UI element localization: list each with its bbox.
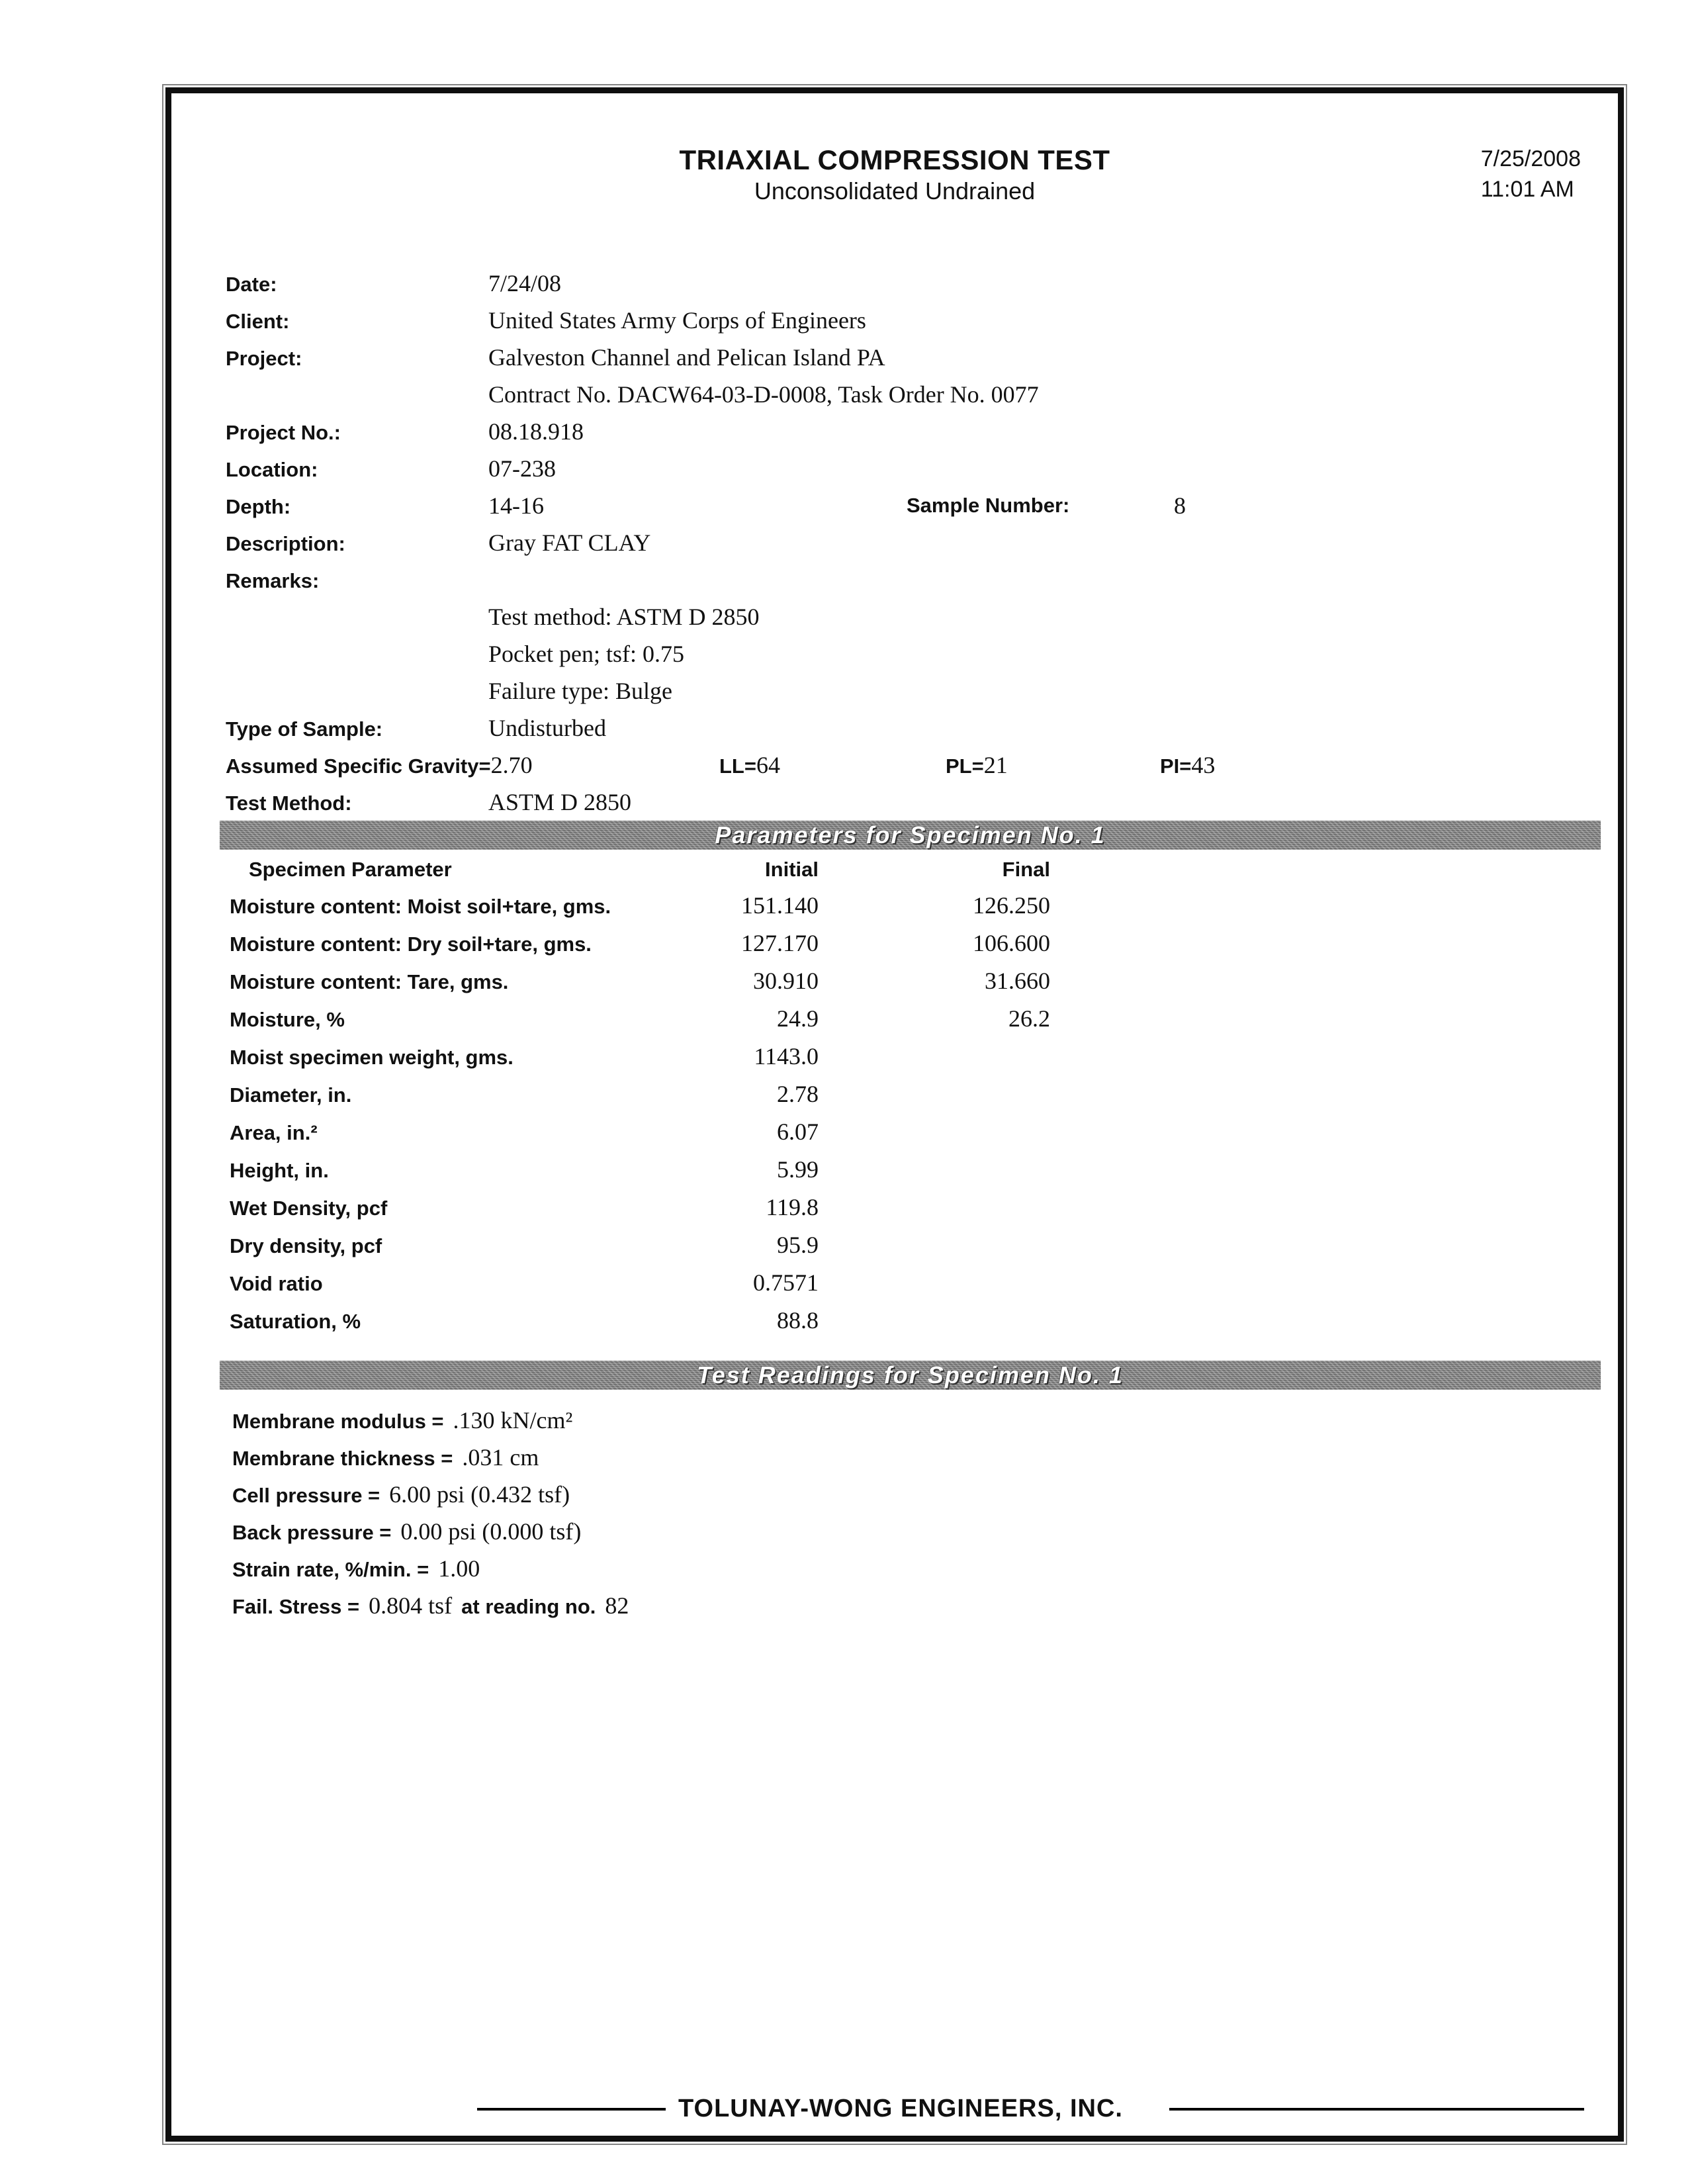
- band-title: Test Readings for Specimen No. 1: [697, 1361, 1124, 1388]
- field-label: Project:: [226, 347, 302, 370]
- table-row: [230, 1075, 1618, 1113]
- pi-value: 43: [1191, 752, 1216, 778]
- field-label: Remarks:: [226, 569, 320, 592]
- footer-divider-right: [1169, 2108, 1584, 2111]
- field-value: 7/24/08: [488, 270, 562, 296]
- field-value: ASTM D 2850: [488, 789, 632, 815]
- report-footer: [171, 2092, 1618, 2126]
- table-row: [230, 1189, 1618, 1226]
- param-initial: 1143.0: [754, 1043, 819, 1069]
- reading-label: Back pressure =: [232, 1521, 392, 1544]
- param-label: Moisture, %: [230, 1008, 345, 1031]
- param-label: Height, in.: [230, 1159, 329, 1182]
- field-label: Project No.:: [226, 421, 341, 444]
- param-initial: 2.78: [777, 1081, 819, 1107]
- reading-value-2: 82: [605, 1592, 629, 1619]
- reading-value: 0.00 psi (0.000 tsf): [400, 1518, 582, 1545]
- info-row-test-method-note: [226, 598, 1591, 635]
- field-label: Location:: [226, 458, 318, 481]
- info-row-type-of-sample: [226, 709, 1591, 747]
- info-row-description: [226, 524, 1591, 561]
- plasticity-index: [1160, 747, 1215, 789]
- table-row: [230, 1264, 1618, 1302]
- col-header-initial: Initial: [765, 858, 819, 881]
- param-initial: 88.8: [777, 1307, 819, 1334]
- info-row-location: [226, 450, 1591, 487]
- pl-label: PL=: [946, 754, 984, 778]
- field-value: Pocket pen; tsf: 0.75: [488, 641, 684, 667]
- gravity-value: 2.70: [490, 752, 533, 778]
- field-value: Galveston Channel and Pelican Island PA: [488, 344, 885, 371]
- company-name: TOLUNAY-WONG ENGINEERS, INC.: [678, 2095, 1123, 2122]
- specimen-parameters-table: [171, 852, 1618, 1340]
- reading-label-2: at reading no.: [461, 1595, 596, 1618]
- footer-divider-left: [477, 2108, 666, 2111]
- print-info: [1481, 144, 1581, 205]
- reading-label: Membrane modulus =: [232, 1410, 444, 1433]
- band-title: Parameters for Specimen No. 1: [715, 821, 1106, 848]
- param-label: Wet Density, pcf: [230, 1197, 388, 1220]
- info-row-date: [226, 265, 1591, 302]
- field-label: Type of Sample:: [226, 717, 383, 741]
- field-value: Undisturbed: [488, 715, 606, 741]
- field-label: Depth:: [226, 495, 291, 518]
- pi-label: PI=: [1160, 754, 1192, 778]
- table-header-row: [230, 852, 1618, 887]
- param-label: Diameter, in.: [230, 1083, 352, 1107]
- ll-value: 64: [756, 752, 780, 778]
- reading-label: Strain rate, %/min. =: [232, 1558, 429, 1581]
- param-label: Moist specimen weight, gms.: [230, 1046, 513, 1069]
- sample-number-label: Sample Number:: [907, 494, 1070, 517]
- param-initial: 151.140: [741, 892, 819, 919]
- reading-line-membrane-modulus: [232, 1402, 1618, 1439]
- info-row-project: [226, 339, 1591, 376]
- param-initial: 24.9: [777, 1005, 819, 1032]
- param-label: Moisture content: Tare, gms.: [230, 970, 509, 993]
- col-header-parameter: Specimen Parameter: [249, 858, 452, 881]
- param-initial: 95.9: [777, 1232, 819, 1258]
- table-row: [230, 1113, 1618, 1151]
- reading-line-strain-rate: [232, 1550, 1618, 1587]
- report-header: [171, 93, 1618, 206]
- info-row-remarks: [226, 561, 1591, 598]
- reading-value: .031 cm: [462, 1444, 539, 1471]
- reading-label: Membrane thickness =: [232, 1447, 453, 1470]
- sample-number-value: 8: [1174, 492, 1186, 519]
- reading-value: .130 kN/cm²: [453, 1407, 573, 1433]
- report-title: TRIAXIAL COMPRESSION TEST: [679, 144, 1110, 175]
- field-value: Gray FAT CLAY: [488, 529, 651, 556]
- reading-line-fail-stress: [232, 1587, 1618, 1624]
- field-label: Date:: [226, 273, 277, 296]
- param-label: Moisture content: Dry soil+tare, gms.: [230, 933, 592, 956]
- reading-value: 1.00: [438, 1555, 480, 1582]
- gravity-label: Assumed Specific Gravity=: [226, 754, 491, 778]
- col-header-final: Final: [1002, 858, 1050, 881]
- reading-value: 6.00 psi (0.432 tsf): [389, 1481, 570, 1508]
- reading-line-membrane-thickness: [232, 1439, 1618, 1476]
- reading-line-back-pressure: [232, 1513, 1618, 1550]
- info-row-gravity-atterberg: [226, 747, 1591, 784]
- table-row: [230, 1000, 1618, 1038]
- info-row-failure-type: [226, 672, 1591, 709]
- param-initial: 0.7571: [753, 1269, 819, 1296]
- pl-value: 21: [983, 752, 1008, 778]
- param-initial: 119.8: [766, 1194, 819, 1220]
- section-band-parameters: [220, 821, 1601, 850]
- param-final: 126.250: [973, 892, 1050, 919]
- sample-info-section: [171, 265, 1618, 821]
- info-row-pocket-pen: [226, 635, 1591, 672]
- param-label: Dry density, pcf: [230, 1234, 382, 1257]
- field-label: Description:: [226, 532, 345, 555]
- table-row: [230, 1226, 1618, 1264]
- field-value: 08.18.918: [488, 418, 584, 445]
- field-value: 14-16: [488, 492, 544, 519]
- ll-label: LL=: [719, 754, 756, 778]
- table-row: [230, 887, 1618, 925]
- param-label: Saturation, %: [230, 1310, 361, 1333]
- test-readings-section: [171, 1402, 1618, 1624]
- param-final: 26.2: [1008, 1005, 1050, 1032]
- param-initial: 6.07: [777, 1118, 819, 1145]
- info-row-test-method: [226, 784, 1591, 821]
- param-final: 31.660: [985, 968, 1050, 994]
- section-band-test-readings: [220, 1361, 1601, 1390]
- print-time: 11:01 AM: [1480, 177, 1574, 202]
- param-initial: 5.99: [777, 1156, 819, 1183]
- reading-label: Fail. Stress =: [232, 1595, 360, 1618]
- info-row-client: [226, 302, 1591, 339]
- table-row: [230, 1038, 1618, 1075]
- field-label: Client:: [226, 310, 290, 333]
- field-value: 07-238: [488, 455, 556, 482]
- table-row: [230, 1151, 1618, 1189]
- scanned-report-page: [165, 87, 1624, 2142]
- param-initial: 30.910: [753, 968, 819, 994]
- param-label: Moisture content: Moist soil+tare, gms.: [230, 895, 611, 918]
- report-subtitle: Unconsolidated Undrained: [754, 177, 1036, 205]
- table-row: [230, 1302, 1618, 1340]
- field-value: Test method: ASTM D 2850: [488, 604, 760, 630]
- info-row-project-no: [226, 413, 1591, 450]
- table-row: [230, 925, 1618, 962]
- field-value: United States Army Corps of Engineers: [488, 307, 866, 334]
- field-label: Test Method:: [226, 792, 352, 815]
- table-row: [230, 962, 1618, 1000]
- info-row-depth: [226, 487, 1591, 524]
- reading-label: Cell pressure =: [232, 1484, 380, 1507]
- param-label: Area, in.²: [230, 1121, 318, 1144]
- param-final: 106.600: [973, 930, 1050, 956]
- plastic-limit: [946, 747, 1008, 789]
- reading-value: 0.804 tsf: [369, 1592, 453, 1619]
- field-value: Failure type: Bulge: [488, 678, 672, 704]
- field-value: Contract No. DACW64-03-D-0008, Task Order No. 0077: [488, 381, 1039, 408]
- param-initial: 127.170: [741, 930, 819, 956]
- reading-line-cell-pressure: [232, 1476, 1618, 1513]
- print-date: 7/25/2008: [1480, 146, 1581, 171]
- liquid-limit: [719, 747, 780, 789]
- info-row-contract: [226, 376, 1591, 413]
- param-label: Void ratio: [230, 1272, 323, 1295]
